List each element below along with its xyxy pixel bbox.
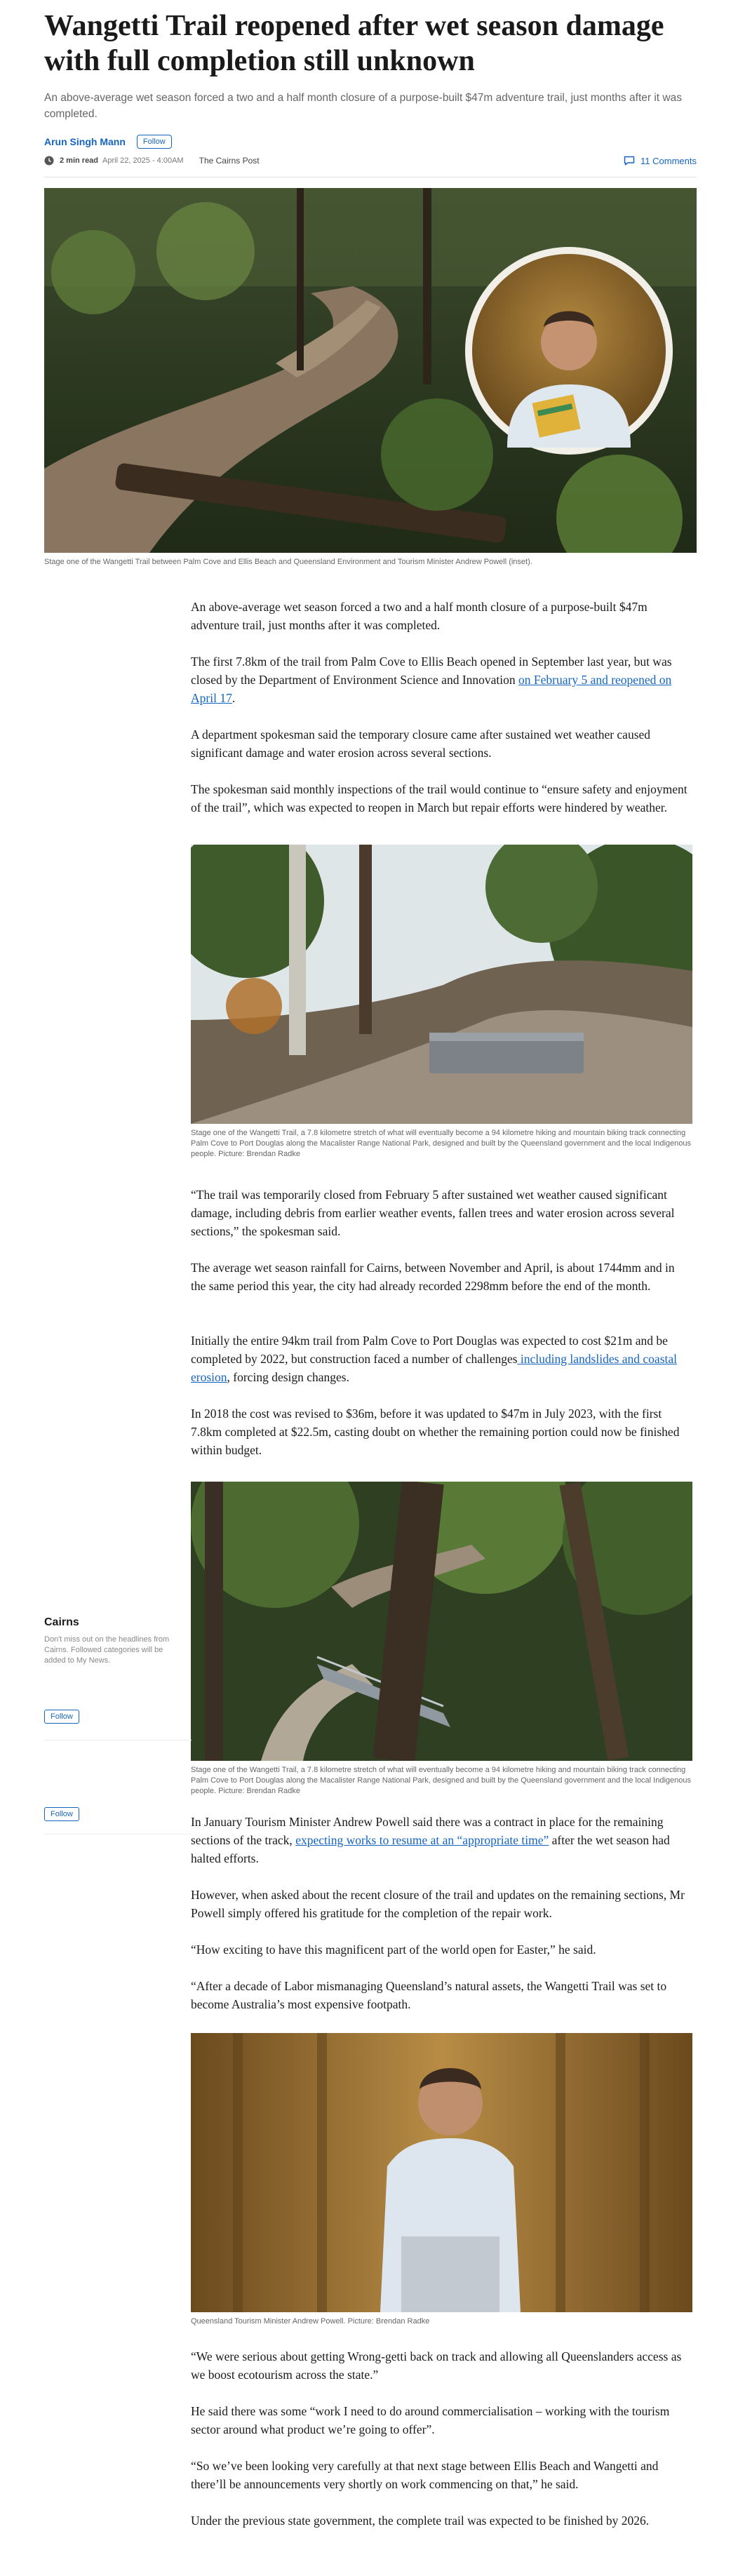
body-paragraph: The spokesman said monthly inspections of the trail would continue to “ensure safety and enjoyment of the trail”, which was expected to reopen in March but repair efforts were hindered by weather.	[191, 782, 687, 814]
body-paragraph: An above-average wet season forced a two and a half month closure of a purpose-built $47m adventure trail, just months after it was completed.	[191, 600, 648, 632]
publish-date: April 22, 2025 - 4:00AM	[102, 156, 184, 165]
topic-title: Cairns	[44, 1616, 79, 1628]
body-paragraph: “We were serious about getting Wrong-getti back on track and allowing all Queenslanders access as we boost ecotourism across the state.”	[191, 2349, 682, 2382]
trail-bridge-photo	[191, 1482, 692, 1761]
byline	[44, 135, 172, 149]
author-link[interactable]: Arun Singh Mann	[44, 136, 126, 147]
closure-dates-link[interactable]: on February 5 and reopened on April 17	[191, 673, 672, 705]
body-paragraph: “How exciting to have this magnificent part of the world open for Easter,” he said.	[191, 1943, 596, 1957]
trail-bridge-image	[191, 1482, 692, 1761]
figure-3-caption: Stage one of the Wangetti Trail, a 7.8 kilometre stretch of what will eventually become a 94 kilometre hiking and mountain biking track connecting Palm Cove to Port Douglas along the Macalister Range National Park, designed and built by the Queensland government and the local Indigenous people. Picture: Brendan Radke	[191, 1766, 691, 1795]
minister-portrait-image	[191, 2033, 692, 2312]
topic-follow-card	[44, 1616, 192, 1666]
body-paragraph: In 2018 the cost was revised to $36m, before it was updated to $47m in July 2023, with the first 7.8km completed at $22.5m, casting doubt on whether the remaining portion could now be finished within budget.	[191, 1407, 680, 1457]
comment-bubble-icon	[624, 156, 635, 166]
article-meta	[44, 153, 697, 168]
follow-author-button[interactable]: Follow	[137, 135, 172, 149]
body-paragraph: Initially the entire 94km trail from Palm Cove to Port Douglas was expected to cost $21m and be completed by 2022, but construction faced a number of challenges including landslides and coastal erosion, forcing design changes.	[191, 1334, 677, 1384]
follow-topic-button[interactable]: Follow	[44, 1710, 79, 1724]
body-paragraph: A department spokesman said the temporary closure came after sustained wet weather caused significant damage and water erosion across several sections.	[191, 727, 651, 760]
follow-topic-button-sticky[interactable]: Follow	[44, 1807, 79, 1821]
read-time: 2 min read	[60, 156, 99, 165]
body-paragraph: “The trail was temporarily closed from February 5 after sustained wet weather caused significant damage, including debris from earlier weather events, fallen trees and water erosion across several sections,” the spokesman said.	[191, 1188, 675, 1238]
body-paragraph: The average wet season rainfall for Cairns, between November and April, is about 1744mm and in the same period this year, the city had already recorded 2298mm before the end of the month.	[191, 1261, 675, 1293]
comments-count: 11 Comments	[640, 155, 697, 166]
trail-bench-photo	[191, 845, 692, 1124]
figure-4-caption: Queensland Tourism Minister Andrew Powell. Picture: Brendan Radke	[191, 2317, 430, 2326]
minister-portrait-photo	[191, 2033, 692, 2312]
body-paragraph: Under the previous state government, the complete trail was expected to be finished by 2026.	[191, 2514, 650, 2528]
article-headline: Wangetti Trail reopened after wet season damage with full completion still unknown	[44, 10, 664, 77]
body-paragraph: “So we’ve been looking very carefully at that next stage between Ellis Beach and Wangetti and there’ll be announcements very shortly on work commencing on that,” he said.	[191, 2459, 659, 2491]
trail-bench-image	[191, 845, 692, 1124]
comments-link[interactable]	[624, 156, 697, 166]
figure-2-caption: Stage one of the Wangetti Trail, a 7.8 kilometre stretch of what will eventually become a 94 kilometre hiking and mountain biking track connecting Palm Cove to Port Douglas along the Macalister Range National Park, designed and built by the Queensland government and the local Indigenous people. Picture: Brendan Radke	[191, 1129, 691, 1158]
source-name: The Cairns Post	[199, 156, 260, 166]
body-paragraph: He said there was some “work I need to do around commercialisation – working with the tourism sector around what product we’re going to offer”.	[191, 2404, 670, 2436]
body-paragraph: “After a decade of Labor mismanaging Queensland’s natural assets, the Wangetti Trail was set to become Australia’s most expensive footpath.	[191, 1979, 667, 2011]
article-standfirst: An above-average wet season forced a two and a half month closure of a purpose-built $47m adventure trail, just months after it was completed.	[44, 92, 682, 120]
hero-caption: Stage one of the Wangetti Trail between Palm Cove and Ellis Beach and Queensland Environment and Tourism Minister Andrew Powell (inset).	[44, 558, 532, 566]
trail-hero-photo	[44, 188, 697, 553]
landslides-link[interactable]: including landslides and coastal erosion	[191, 1352, 677, 1384]
hero-image	[44, 188, 697, 553]
works-resume-link[interactable]: expecting works to resume at an “appropriate time”	[295, 1833, 549, 1847]
clock-icon	[44, 156, 54, 166]
body-paragraph: The first 7.8km of the trail from Palm Cove to Ellis Beach opened in September last year, but was closed by the Department of Environment Science and Innovation on February 5 and reopened on April 17.	[191, 655, 672, 705]
body-paragraph: However, when asked about the recent closure of the trail and updates on the remaining sections, Mr Powell simply offered his gratitude for the completion of the repair work.	[191, 1888, 685, 1920]
body-paragraph: In January Tourism Minister Andrew Powell said there was a contract in place for the remaining sections of the track, expecting works to resume at an “appropriate time” after the wet season had halted efforts.	[191, 1815, 670, 1865]
topic-description: Don't miss out on the headlines from Cairns. Followed categories will be added to My News.	[44, 1635, 170, 1665]
